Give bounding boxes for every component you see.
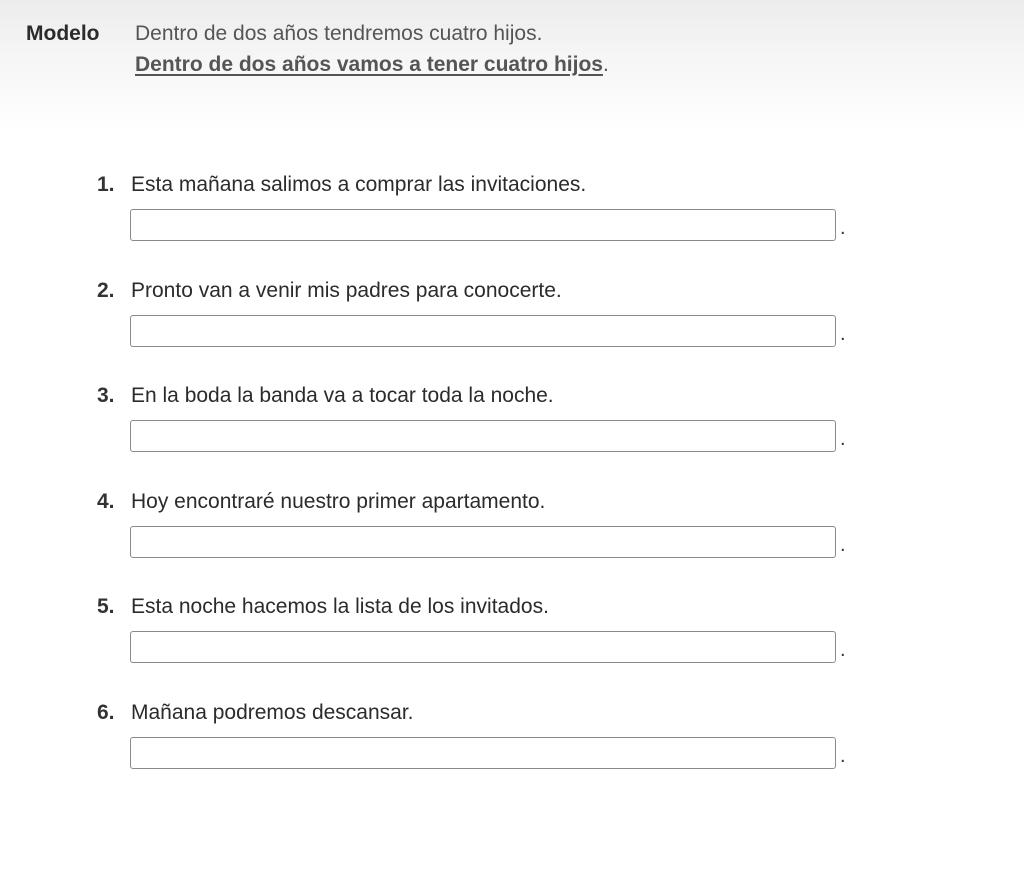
item-number: 5. [97, 595, 115, 618]
exercise-item-6 [0, 701, 1024, 791]
item-number: 4. [97, 490, 115, 513]
model-answer-period: . [602, 53, 609, 76]
exercise-item-2 [0, 279, 1024, 369]
exercise-item-3 [0, 384, 1024, 474]
item-number: 1. [97, 173, 115, 196]
item-sentence: Hoy encontraré nuestro primer apartamento. [131, 490, 546, 513]
item-number: 3. [97, 384, 115, 407]
answer-input-4[interactable] [130, 526, 836, 558]
answer-period: . [840, 534, 846, 556]
exercise-item-4 [0, 490, 1024, 580]
item-sentence: Esta mañana salimos a comprar las invitaciones. [131, 173, 587, 196]
item-number: 2. [97, 279, 115, 302]
answer-input-2[interactable] [130, 315, 836, 347]
answer-input-1[interactable] [130, 209, 836, 241]
item-sentence: En la boda la banda va a tocar toda la noche. [131, 384, 554, 407]
item-number: 6. [97, 701, 115, 724]
answer-input-5[interactable] [130, 631, 836, 663]
answer-input-3[interactable] [130, 420, 836, 452]
answer-period: . [840, 745, 846, 767]
exercise-item-5 [0, 595, 1024, 685]
model-label: Modelo [26, 22, 100, 45]
answer-period: . [840, 323, 846, 345]
answer-period: . [840, 217, 846, 239]
model-sentence: Dentro de dos años tendremos cuatro hijos. [135, 22, 543, 45]
answer-period: . [840, 639, 846, 661]
item-sentence: Mañana podremos descansar. [131, 701, 414, 724]
item-sentence: Esta noche hacemos la lista de los invitados. [131, 595, 549, 618]
model-answer: Dentro de dos años vamos a tener cuatro hijos [135, 53, 603, 76]
answer-input-6[interactable] [130, 737, 836, 769]
exercise-item-1 [0, 173, 1024, 263]
item-sentence: Pronto van a venir mis padres para conocerte. [131, 279, 562, 302]
answer-period: . [840, 428, 846, 450]
